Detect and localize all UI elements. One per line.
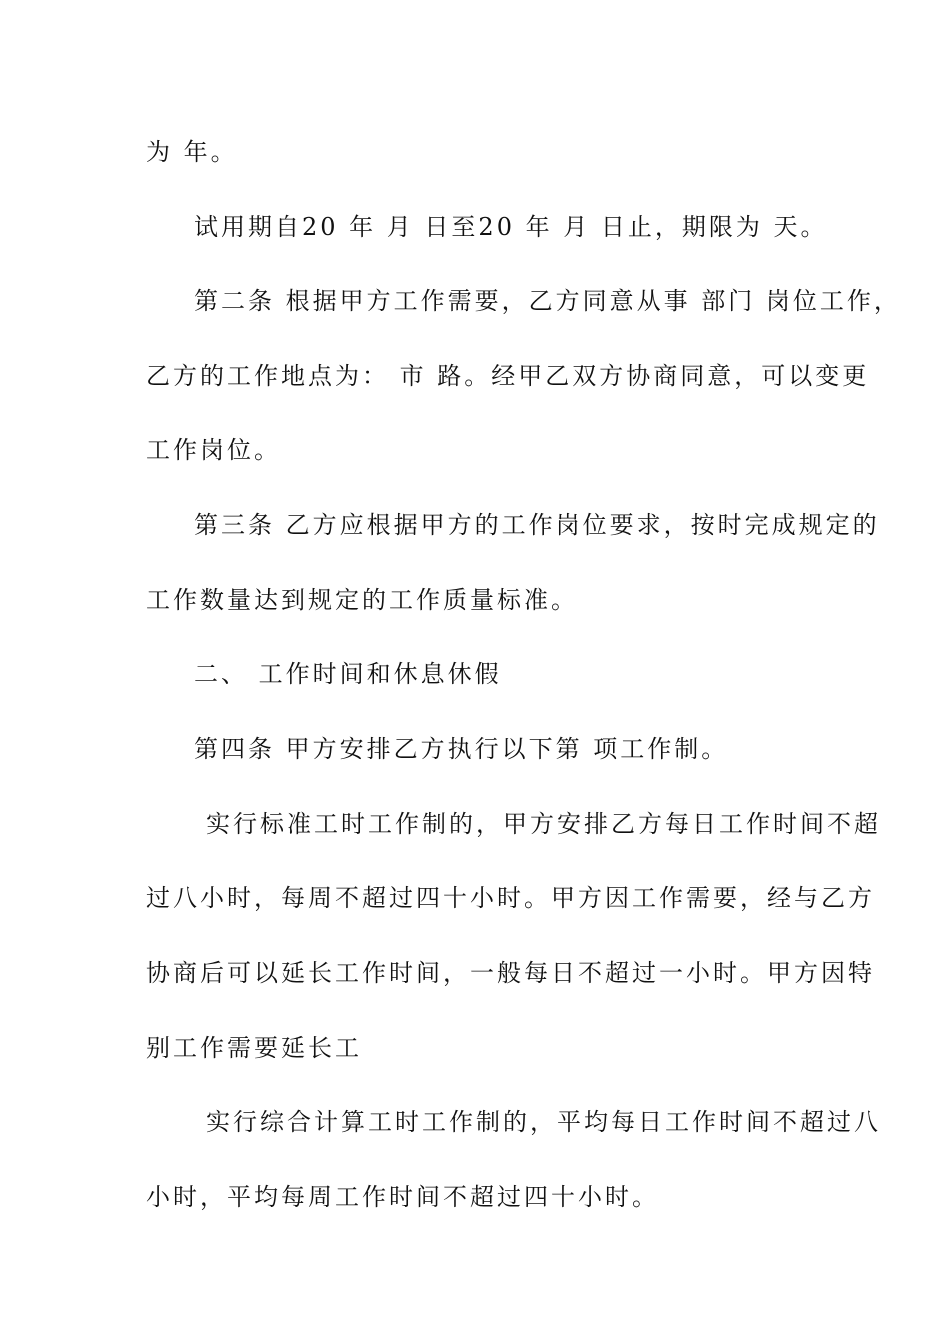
text-line-standard-hours-b: 过八小时，每周不超过四十小时。甲方因工作需要，经与乙方 xyxy=(146,884,875,912)
text-line-article-3-b: 工作数量达到规定的工作质量标准。 xyxy=(146,586,578,614)
text-line-standard-hours-d: 别工作需要延长工 xyxy=(146,1034,362,1062)
text-line-comprehensive-hours-a: 实行综合计算工时工作制的，平均每日工作时间不超过八 xyxy=(206,1108,881,1136)
text-line-article-2-b: 乙方的工作地点为： 市 路。经甲乙双方协商同意，可以变更 xyxy=(146,362,870,390)
text-line-comprehensive-hours-b: 小时，平均每周工作时间不超过四十小时。 xyxy=(146,1183,659,1211)
text-line-article-3-a: 第三条 乙方应根据甲方的工作岗位要求，按时完成规定的 xyxy=(194,511,880,539)
text-line-standard-hours-a: 实行标准工时工作制的，甲方安排乙方每日工作时间不超 xyxy=(206,810,881,838)
text-line-standard-hours-c: 协商后可以延长工作时间，一般每日不超过一小时。甲方因特 xyxy=(146,959,875,987)
text-line-term-years: 为 年。 xyxy=(146,138,238,166)
text-line-probation-period: 试用期自20 年 月 日至20 年 月 日止，期限为 天。 xyxy=(194,213,828,241)
text-line-article-2-a: 第二条 根据甲方工作需要，乙方同意从事 部门 岗位工作， xyxy=(194,287,901,315)
section-heading-work-hours: 二、 工作时间和休息休假 xyxy=(194,660,502,688)
text-line-article-4: 第四条 甲方安排乙方执行以下第 项工作制。 xyxy=(194,735,729,763)
text-line-article-2-c: 工作岗位。 xyxy=(146,436,281,464)
